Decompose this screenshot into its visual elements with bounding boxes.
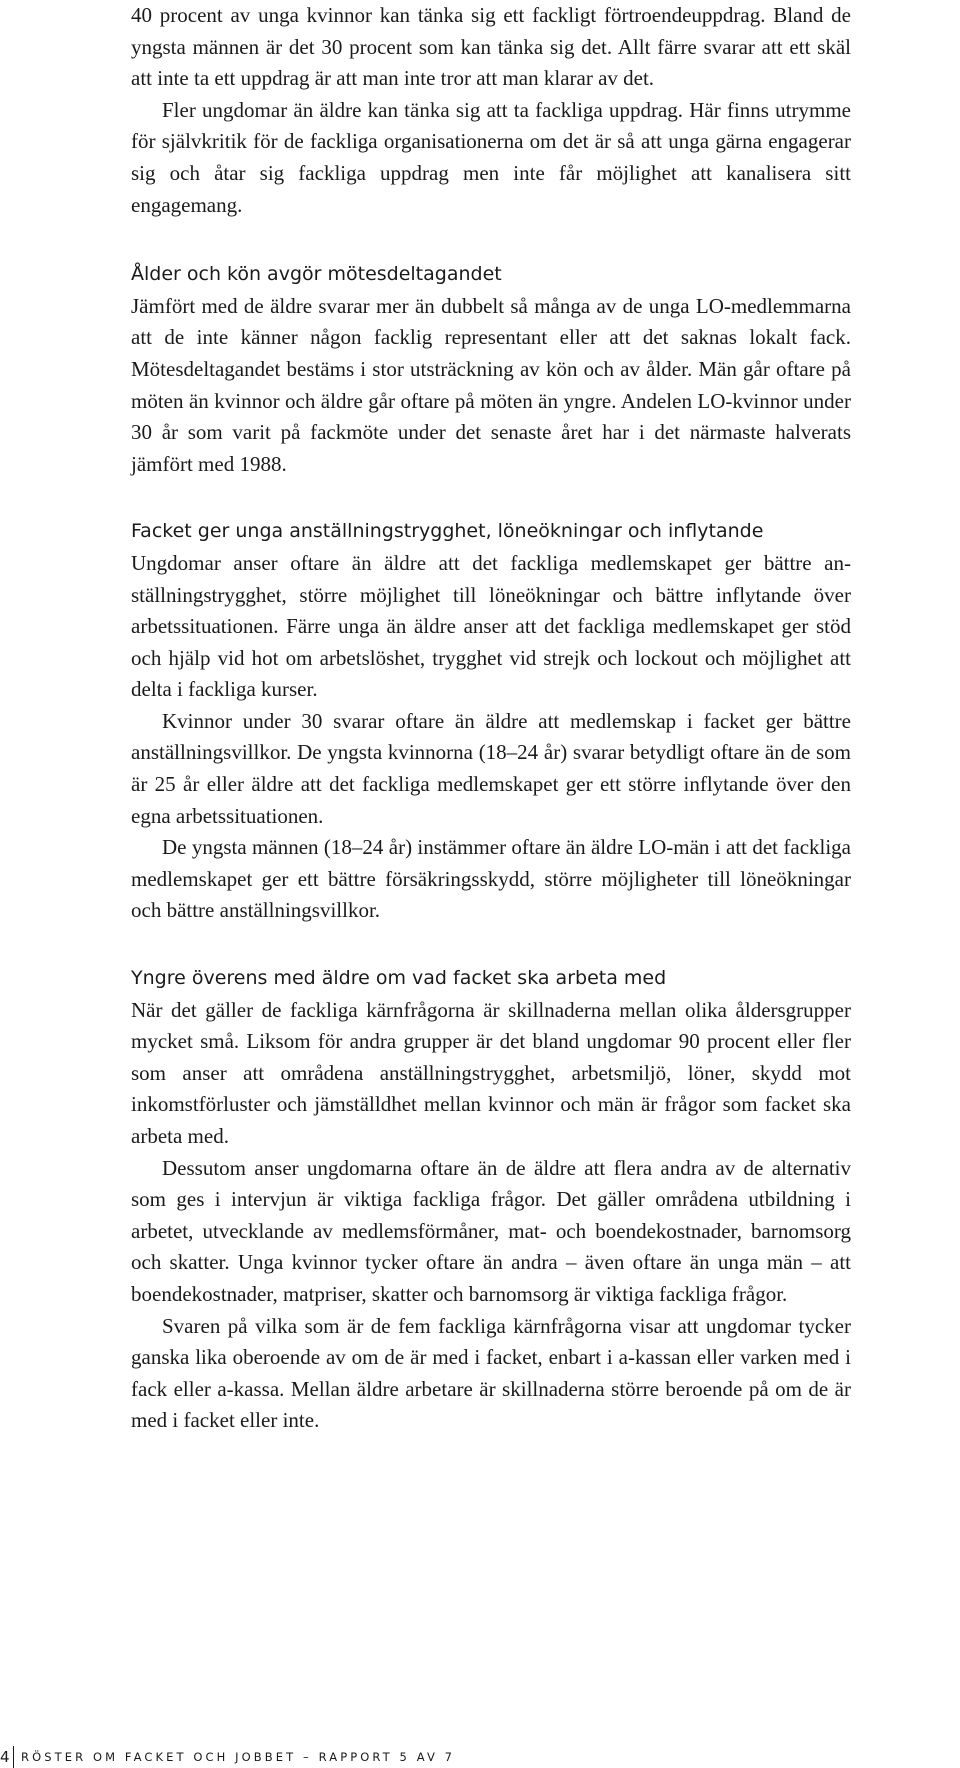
page-number: 4 bbox=[0, 1748, 10, 1766]
paragraph: När det gäller de fackliga kärnfrågorna är skillnaderna mellan olika åldersgrupper mycket små. Liksom för andra grupper är det bland ungdomar 90 procent eller fler som anser att områdena anställningstrygghet, arbetsmiljö, löner, skydd mot inkomstförluster och jämställdhet mellan kvinnor och män är frågor som facket ska arbeta med. bbox=[131, 997, 851, 1148]
section-heading: Yngre överens med äldre om vad facket ska arbeta med bbox=[131, 967, 667, 990]
page-footer bbox=[0, 1746, 960, 1768]
paragraph: De yngsta männen (18–24 år) instämmer oftare än äldre LO-män i att det fackliga medlemskapet ger ett bättre försäkringsskydd, större möjligheter till löneökningar och bättre anställningsvillkor. bbox=[131, 835, 851, 923]
paragraph: Svaren på vilka som är de fem fackliga kärnfrågorna visar att ungdomar tycker ganska lika oberoende av om de är med i facket, enbart i a-kassan eller varken med i fack eller a-kassa. Mellan äldre arbetare är skillnaderna större beroende på om de är med i facket eller inte. bbox=[131, 1313, 851, 1433]
running-title: RÖSTER OM FACKET OCH JOBBET – RAPPORT 5 AV 7 bbox=[21, 1750, 456, 1764]
paragraph: Dessutom anser ungdomarna oftare än de äldre att flera andra av de alternativ som ges i intervjun är viktiga fackliga frågor. Det gäller områdena utbildning i arbetet, utvecklande av medlemsförmåner, mat- och boendekostnader, barnomsorg och skatter. Unga kvinnor tycker oftare än andra – även oftare än unga män – att boendekostnader, matpriser, skatter och barnomsorg är viktiga fackliga frågor. bbox=[131, 1155, 851, 1306]
paragraph: Ungdomar anser oftare än äldre att det fackliga medlemskapet ger bättre anställningstrygghet, större möjlighet till löneökningar och bättre inflytande över arbetssituationen. Färre unga än äldre anser att det fackliga medlemskapet ger stöd och hjälp vid hot om arbetslöshet, trygghet vid strejk och lockout och möjlighet att delta i fackliga kurser. bbox=[131, 550, 851, 702]
section-heading: Facket ger unga anställningstrygghet, löneökningar och inflytande bbox=[131, 520, 764, 543]
paragraph: Jämfört med de äldre svarar mer än dubbelt så många av de unga LO-medlemmarna att de inte känner någon facklig representant eller att det saknas lokalt fack. Mötesdeltagandet bestäms i stor utsträckning av kön och av ålder. Män går oftare på möten än kvinnor och äldre går oftare på möten än yngre. Andelen LO-kvinnor under 30 år som varit på fackmöte under det senaste året har i det närmaste halverats jämfört med 1988. bbox=[131, 293, 851, 476]
section-heading: Ålder och kön avgör mötesdeltagandet bbox=[131, 263, 502, 286]
paragraph: Kvinnor under 30 svarar oftare än äldre att medlemskap i facket ger bättre anställningsvillkor. De yngsta kvinnorna (18–24 år) svarar betydligt oftare än de som är 25 år eller äldre att det fackliga medlemskapet ger ett större inflytande över den egna arbetssituationen. bbox=[131, 708, 851, 828]
body-text bbox=[131, 0, 851, 1437]
paragraph: 40 procent av unga kvinnor kan tänka sig ett fackligt förtroendeuppdrag. Bland de yngsta männen är det 30 procent som kan tänka sig det. Allt färre svarar att ett skäl att inte ta ett uppdrag är att man inte tror att man klarar av det. bbox=[131, 3, 851, 91]
footer-divider bbox=[13, 1746, 14, 1768]
paragraph: Fler ungdomar än äldre kan tänka sig att ta fackliga uppdrag. Här finns utrymme för självkritik för de fackliga organisationerna om det är så att unga gärna engagerar sig och åtar sig fackliga uppdrag men inte får möjlighet att kanalisera sitt engagemang. bbox=[131, 97, 851, 217]
